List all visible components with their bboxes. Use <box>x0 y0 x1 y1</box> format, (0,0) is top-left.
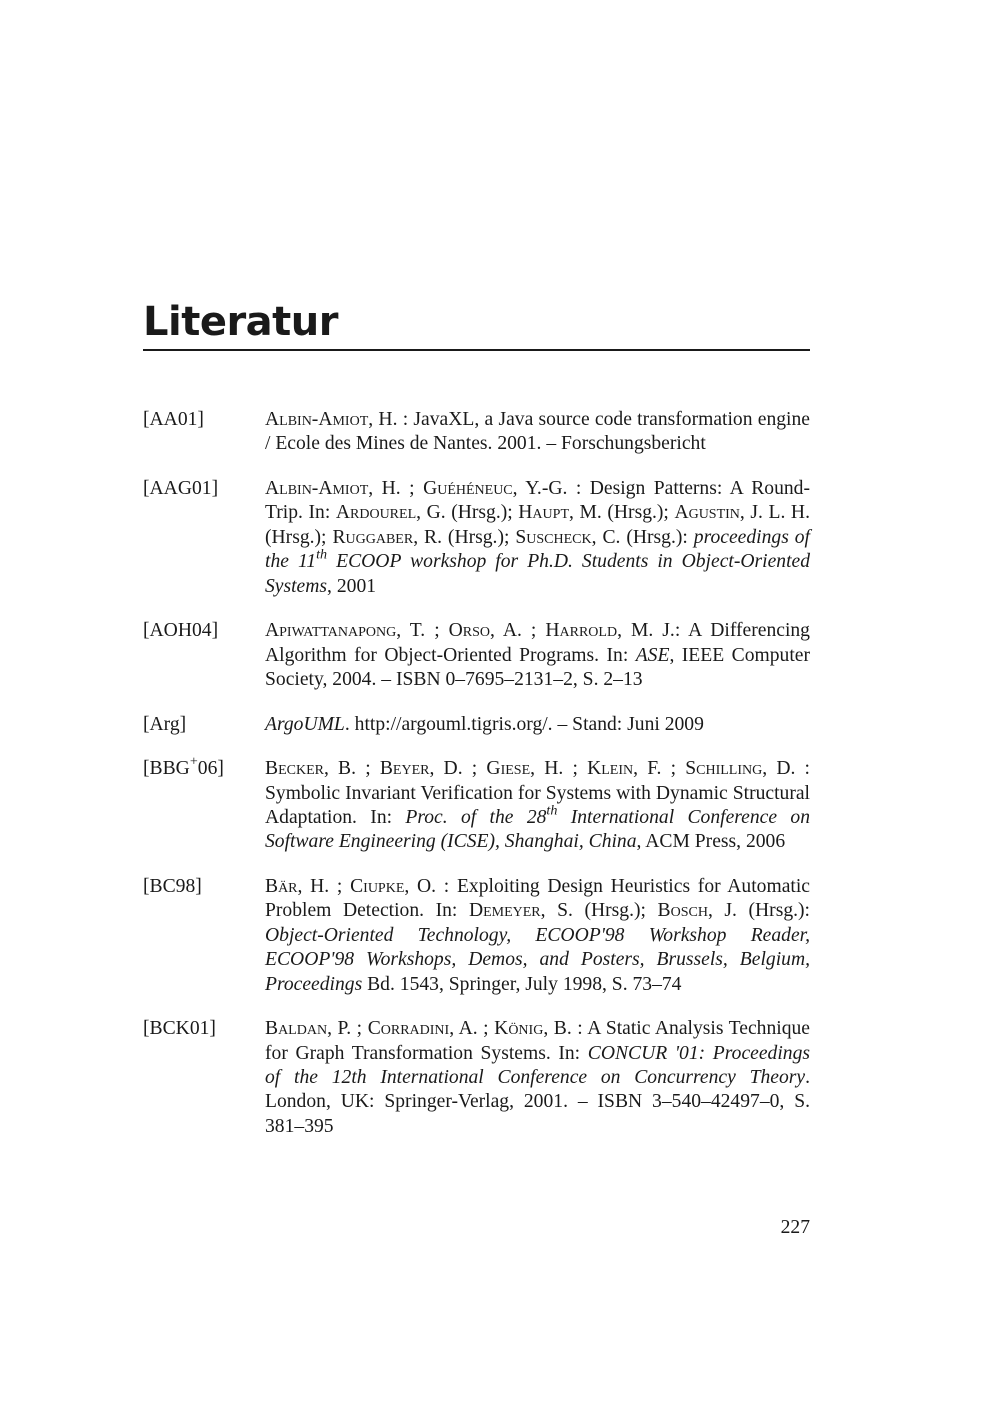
author-name: Bär <box>265 876 298 898</box>
bib-fragment: . London, UK: Springer-Verlag, 2001. – ISBN 3–540–42497–0, S. 381–395 <box>265 1067 810 1137</box>
bib-entry-aag01 <box>143 477 810 599</box>
bib-text <box>265 875 810 997</box>
bib-fragment: , H. : JavaXL, a Java source code transformation engine / Ecole des Mines de Nantes. 2001. – Forschungsbericht <box>265 409 810 455</box>
author-name: Harrold <box>545 620 618 642</box>
editor-name: Suscheck <box>515 526 592 548</box>
bib-key: [AAG01] <box>143 478 219 499</box>
publication-title: ECOOP workshop for Ph.D. Students in Object-Oriented Systems <box>265 551 811 597</box>
author-name: Schilling <box>685 758 763 780</box>
bib-fragment: , C. (Hrsg.): <box>591 526 694 548</box>
author-name: Becker <box>265 758 324 780</box>
author-name: Giese <box>486 758 531 780</box>
editor-name: Ardourel <box>335 502 417 524</box>
bib-fragment: . http://argouml.tigris.org/. – Stand: Juni 2009 <box>344 713 704 735</box>
author-name: Beyer <box>379 758 430 780</box>
author-name: Klein <box>587 758 634 780</box>
bib-key-part: [BBG <box>143 758 190 780</box>
author-name: Baldan <box>265 1018 328 1040</box>
author-name: Albin-Amiot <box>265 478 369 499</box>
bib-entry-arg <box>143 713 810 737</box>
editor-name: Agustin <box>674 502 740 524</box>
ordinal-suffix: th <box>316 546 328 563</box>
bib-fragment: , H. ; <box>297 876 351 898</box>
bib-fragment: , F. ; <box>633 758 686 780</box>
bib-fragment: , B. ; <box>323 758 380 780</box>
author-name: Albin-Amiot <box>265 409 369 430</box>
bib-fragment: , H. ; <box>530 758 588 780</box>
bib-fragment: , J. L. H. (Hrsg.); <box>265 502 810 548</box>
bib-fragment: , R. (Hrsg.); <box>413 526 516 548</box>
publication-title: Proc. of the 28 <box>405 807 547 829</box>
bib-key: [BCK01] <box>143 1018 216 1040</box>
bib-key: [Arg] <box>143 713 187 735</box>
bib-entry-aoh04 <box>143 619 810 692</box>
bib-fragment: , J. (Hrsg.): <box>707 900 810 922</box>
bib-text <box>265 757 810 855</box>
bib-entry-bck01 <box>143 1017 810 1139</box>
title-rule <box>143 349 810 351</box>
bib-fragment: , T. ; <box>396 620 449 642</box>
bib-entry-bc98 <box>143 875 810 997</box>
chapter-title: Literatur <box>143 299 338 345</box>
publication-title: International Conference on Software Engineering (ICSE), Shanghai, China <box>265 807 810 853</box>
editor-name: Haupt <box>518 502 569 524</box>
publication-title: ArgoUML <box>265 713 345 735</box>
publication-title: proceedings of the 11 <box>265 526 810 573</box>
bib-fragment: , A. ; <box>490 620 546 642</box>
bib-fragment: , A. ; <box>449 1018 495 1040</box>
bib-text <box>265 619 810 692</box>
bib-fragment: , H. ; <box>368 478 424 499</box>
bib-fragment: , M. J.: A Differencing Algorithm for Object-Oriented Programs. In: <box>265 620 810 666</box>
page-number: 227 <box>780 1217 810 1238</box>
author-name: Corradini <box>367 1018 450 1040</box>
bib-text <box>265 477 810 599</box>
ordinal-suffix: th <box>546 802 558 819</box>
bib-key-superscript: + <box>189 753 198 770</box>
bib-fragment: , M. (Hrsg.); <box>569 502 675 524</box>
bib-key <box>143 753 265 855</box>
bib-fragment: , ACM Press, 2006 <box>636 831 786 853</box>
bib-fragment: Bd. 1543, Springer, July 1998, S. 73–74 <box>362 973 682 995</box>
publication-title: Object-Oriented Technology, ECOOP'98 Workshop Reader, ECOOP'98 Workshops, Demos, and Posters, Brussels, Belgium, Proceedings <box>265 924 810 995</box>
bib-key-part: 06] <box>197 758 224 780</box>
bib-fragment: , D. : Symbolic Invariant Verification for Systems with Dynamic Structural Adaptation. In: <box>265 758 810 829</box>
bib-fragment: , 2001 <box>327 575 377 597</box>
author-name: Guéhéneuc <box>423 478 513 499</box>
bib-fragment: , IEEE Computer Society, 2004. – ISBN 0–7695–2131–2, S. 2–13 <box>265 644 810 691</box>
editor-name: Bosch <box>657 900 708 922</box>
editor-name: Ruggaber <box>332 526 414 548</box>
bib-key: [AOH04] <box>143 620 219 642</box>
bib-fragment: , P. ; <box>327 1018 368 1040</box>
bib-text <box>265 713 810 737</box>
bib-fragment: , B. : A Static Analysis Technique for Graph Transformation Systems. In: <box>265 1018 810 1064</box>
bib-fragment: , Y.-G. : Design Patterns: A Round-Trip. In: <box>265 478 810 524</box>
bib-fragment: , G. (Hrsg.); <box>416 502 519 524</box>
bib-fragment: , O. : Exploiting Design Heuristics for Automatic Problem Detection. In: <box>265 876 810 922</box>
bibliography-list <box>143 408 810 1159</box>
author-name: König <box>494 1018 544 1040</box>
author-name: Orso <box>448 620 491 642</box>
editor-name: Demeyer <box>468 900 541 922</box>
bib-fragment: , S. (Hrsg.); <box>540 900 658 922</box>
bib-fragment: , D. ; <box>429 758 487 780</box>
bib-entry-aa01 <box>143 408 810 457</box>
bib-key: [AA01] <box>143 409 204 430</box>
bib-key: [BC98] <box>143 876 202 898</box>
bib-text <box>265 408 810 457</box>
author-name: Ciupke <box>350 876 405 898</box>
bib-text <box>265 1017 810 1139</box>
publication-title: ASE <box>635 644 670 666</box>
bib-entry-bbg06 <box>143 753 810 855</box>
author-name: Apiwattanapong <box>265 620 397 642</box>
publication-title: CONCUR '01: Proceedings of the 12th International Conference on Concurrency Theory <box>265 1042 810 1089</box>
